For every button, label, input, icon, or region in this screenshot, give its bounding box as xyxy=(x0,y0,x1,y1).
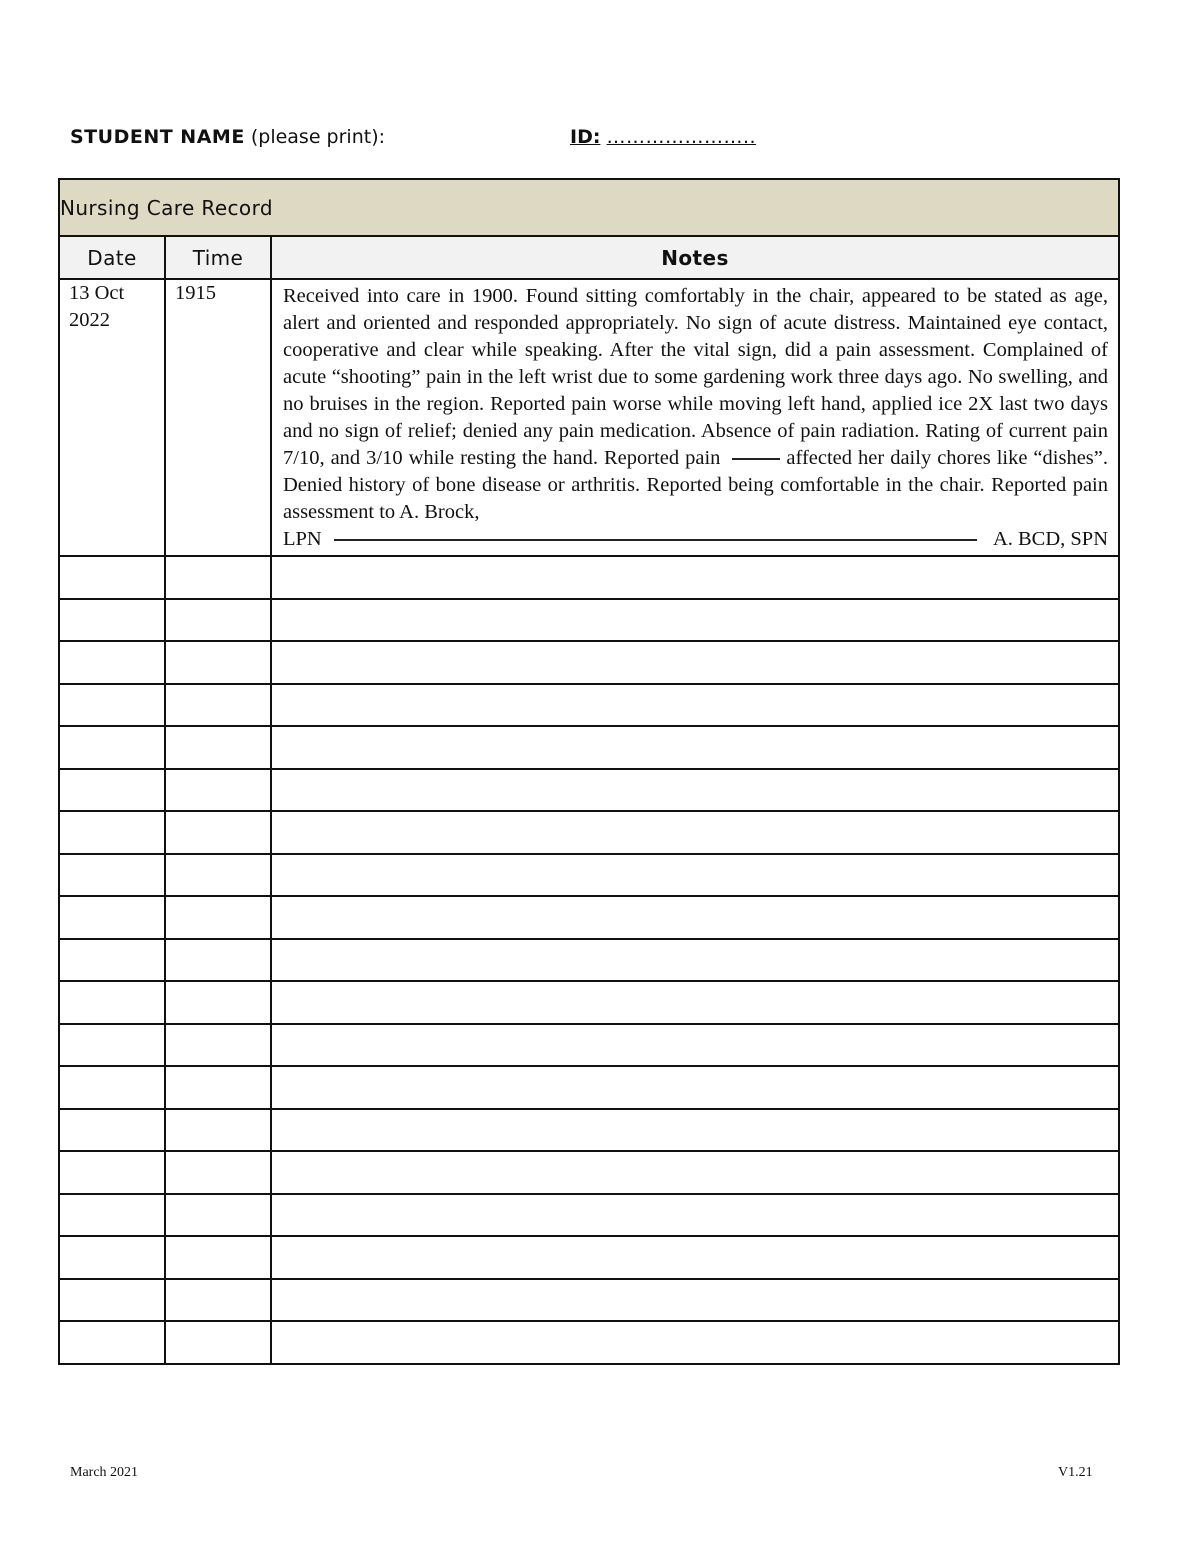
empty-time-cell[interactable] xyxy=(165,1066,271,1109)
table-row xyxy=(59,279,1119,556)
signature-prefix: LPN xyxy=(283,528,322,550)
entry-notes[interactable] xyxy=(271,279,1119,556)
table-row xyxy=(59,641,1119,684)
entry-date-line1: 13 Oct xyxy=(69,282,125,304)
empty-notes-cell[interactable] xyxy=(271,939,1119,982)
table-row xyxy=(59,854,1119,897)
empty-date-cell[interactable] xyxy=(59,811,165,854)
table-row xyxy=(59,811,1119,854)
empty-notes-cell[interactable] xyxy=(271,726,1119,769)
table-row xyxy=(59,726,1119,769)
empty-time-cell[interactable] xyxy=(165,896,271,939)
table-row xyxy=(59,769,1119,812)
table-row xyxy=(59,599,1119,642)
empty-notes-cell[interactable] xyxy=(271,811,1119,854)
table-row xyxy=(59,1024,1119,1067)
id-label: ID: xyxy=(570,126,601,148)
empty-notes-cell[interactable] xyxy=(271,1279,1119,1322)
signature-rule xyxy=(334,539,977,541)
empty-time-cell[interactable] xyxy=(165,684,271,727)
empty-time-cell[interactable] xyxy=(165,769,271,812)
table-row xyxy=(59,1194,1119,1237)
table-row xyxy=(59,1109,1119,1152)
table-row xyxy=(59,896,1119,939)
signature: A. BCD, SPN xyxy=(992,528,1109,550)
empty-notes-cell[interactable] xyxy=(271,599,1119,642)
empty-date-cell[interactable] xyxy=(59,896,165,939)
table-title-row xyxy=(59,179,1119,236)
empty-date-cell[interactable] xyxy=(59,1279,165,1322)
empty-notes-cell[interactable] xyxy=(271,1066,1119,1109)
table-row xyxy=(59,1236,1119,1279)
empty-time-cell[interactable] xyxy=(165,1279,271,1322)
empty-notes-cell[interactable] xyxy=(271,1024,1119,1067)
table-row xyxy=(59,684,1119,727)
empty-time-cell[interactable] xyxy=(165,1151,271,1194)
entry-date-line2: 2022 xyxy=(69,309,110,331)
notes-text-part2: affected her daily chores like “dishes”. Denied history of bone disease or arthritis. Reported being comfortable in the chair. Reported pain assessment to A. Brock, xyxy=(283,447,1109,523)
empty-date-cell[interactable] xyxy=(59,981,165,1024)
empty-time-cell[interactable] xyxy=(165,599,271,642)
empty-date-cell[interactable] xyxy=(59,1321,165,1364)
empty-time-cell[interactable] xyxy=(165,1194,271,1237)
empty-time-cell[interactable] xyxy=(165,811,271,854)
empty-date-cell[interactable] xyxy=(59,726,165,769)
empty-time-cell[interactable] xyxy=(165,854,271,897)
empty-time-cell[interactable] xyxy=(165,556,271,599)
student-name-hint: (please print): xyxy=(250,126,386,148)
empty-date-cell[interactable] xyxy=(59,1151,165,1194)
empty-notes-cell[interactable] xyxy=(271,1321,1119,1364)
empty-time-cell[interactable] xyxy=(165,1236,271,1279)
table-title: Nursing Care Record xyxy=(59,179,1119,236)
nursing-care-record-table xyxy=(58,178,1120,1365)
entry-date[interactable] xyxy=(59,279,165,556)
id-field[interactable] xyxy=(570,126,756,148)
empty-date-cell[interactable] xyxy=(59,769,165,812)
table-row xyxy=(59,1321,1119,1364)
column-header-row xyxy=(59,236,1119,279)
empty-time-cell[interactable] xyxy=(165,1024,271,1067)
empty-time-cell[interactable] xyxy=(165,939,271,982)
entry-time[interactable]: 1915 xyxy=(165,279,271,556)
empty-date-cell[interactable] xyxy=(59,641,165,684)
empty-date-cell[interactable] xyxy=(59,556,165,599)
empty-date-cell[interactable] xyxy=(59,939,165,982)
empty-notes-cell[interactable] xyxy=(271,1151,1119,1194)
empty-notes-cell[interactable] xyxy=(271,684,1119,727)
table-row xyxy=(59,556,1119,599)
empty-date-cell[interactable] xyxy=(59,1194,165,1237)
table-row xyxy=(59,939,1119,982)
empty-notes-cell[interactable] xyxy=(271,896,1119,939)
footer-date: March 2021 xyxy=(70,1465,139,1480)
empty-date-cell[interactable] xyxy=(59,1236,165,1279)
empty-time-cell[interactable] xyxy=(165,981,271,1024)
empty-date-cell[interactable] xyxy=(59,1066,165,1109)
student-name-label: STUDENT NAME xyxy=(70,126,245,148)
empty-notes-cell[interactable] xyxy=(271,641,1119,684)
empty-time-cell[interactable] xyxy=(165,641,271,684)
empty-notes-cell[interactable] xyxy=(271,1236,1119,1279)
empty-notes-cell[interactable] xyxy=(271,769,1119,812)
empty-notes-cell[interactable] xyxy=(271,1194,1119,1237)
blank-rows xyxy=(59,556,1119,1364)
id-placeholder: ………………….. xyxy=(606,126,757,148)
empty-time-cell[interactable] xyxy=(165,1321,271,1364)
empty-date-cell[interactable] xyxy=(59,854,165,897)
table-row xyxy=(59,1066,1119,1109)
line-filler-dash xyxy=(732,458,780,460)
empty-time-cell[interactable] xyxy=(165,726,271,769)
column-header-time: Time xyxy=(165,236,271,279)
empty-date-cell[interactable] xyxy=(59,599,165,642)
column-header-notes: Notes xyxy=(271,236,1119,279)
table-row xyxy=(59,1279,1119,1322)
empty-date-cell[interactable] xyxy=(59,1109,165,1152)
empty-time-cell[interactable] xyxy=(165,1109,271,1152)
empty-notes-cell[interactable] xyxy=(271,556,1119,599)
table-row xyxy=(59,981,1119,1024)
student-header xyxy=(70,126,1130,156)
signature-line xyxy=(283,526,1108,553)
footer-version: V1.21 xyxy=(1058,1465,1093,1480)
column-header-date: Date xyxy=(59,236,165,279)
empty-date-cell[interactable] xyxy=(59,684,165,727)
empty-date-cell[interactable] xyxy=(59,1024,165,1067)
empty-notes-cell[interactable] xyxy=(271,1109,1119,1152)
notes-text-part1: Received into care in 1900. Found sitting comfortably in the chair, appeared to be stated as age, alert and oriented and responded appropriately. No sign of acute distress. Maintained eye contact, cooperative and clear while speaking. After the vital sign, did a pain assessment. Complained of acute “shooting” pain in the left wrist due to some gardening work three days ago. No swelling, and no bruises in the region. Reported pain worse while moving left hand, applied ice 2X last two days and no sign of relief; denied any pain medication. Absence of pain radiation. Rating of current pain 7/10, and 3/10 while resting the hand. Reported pain xyxy=(283,285,1109,469)
empty-notes-cell[interactable] xyxy=(271,854,1119,897)
empty-notes-cell[interactable] xyxy=(271,981,1119,1024)
table-row xyxy=(59,1151,1119,1194)
